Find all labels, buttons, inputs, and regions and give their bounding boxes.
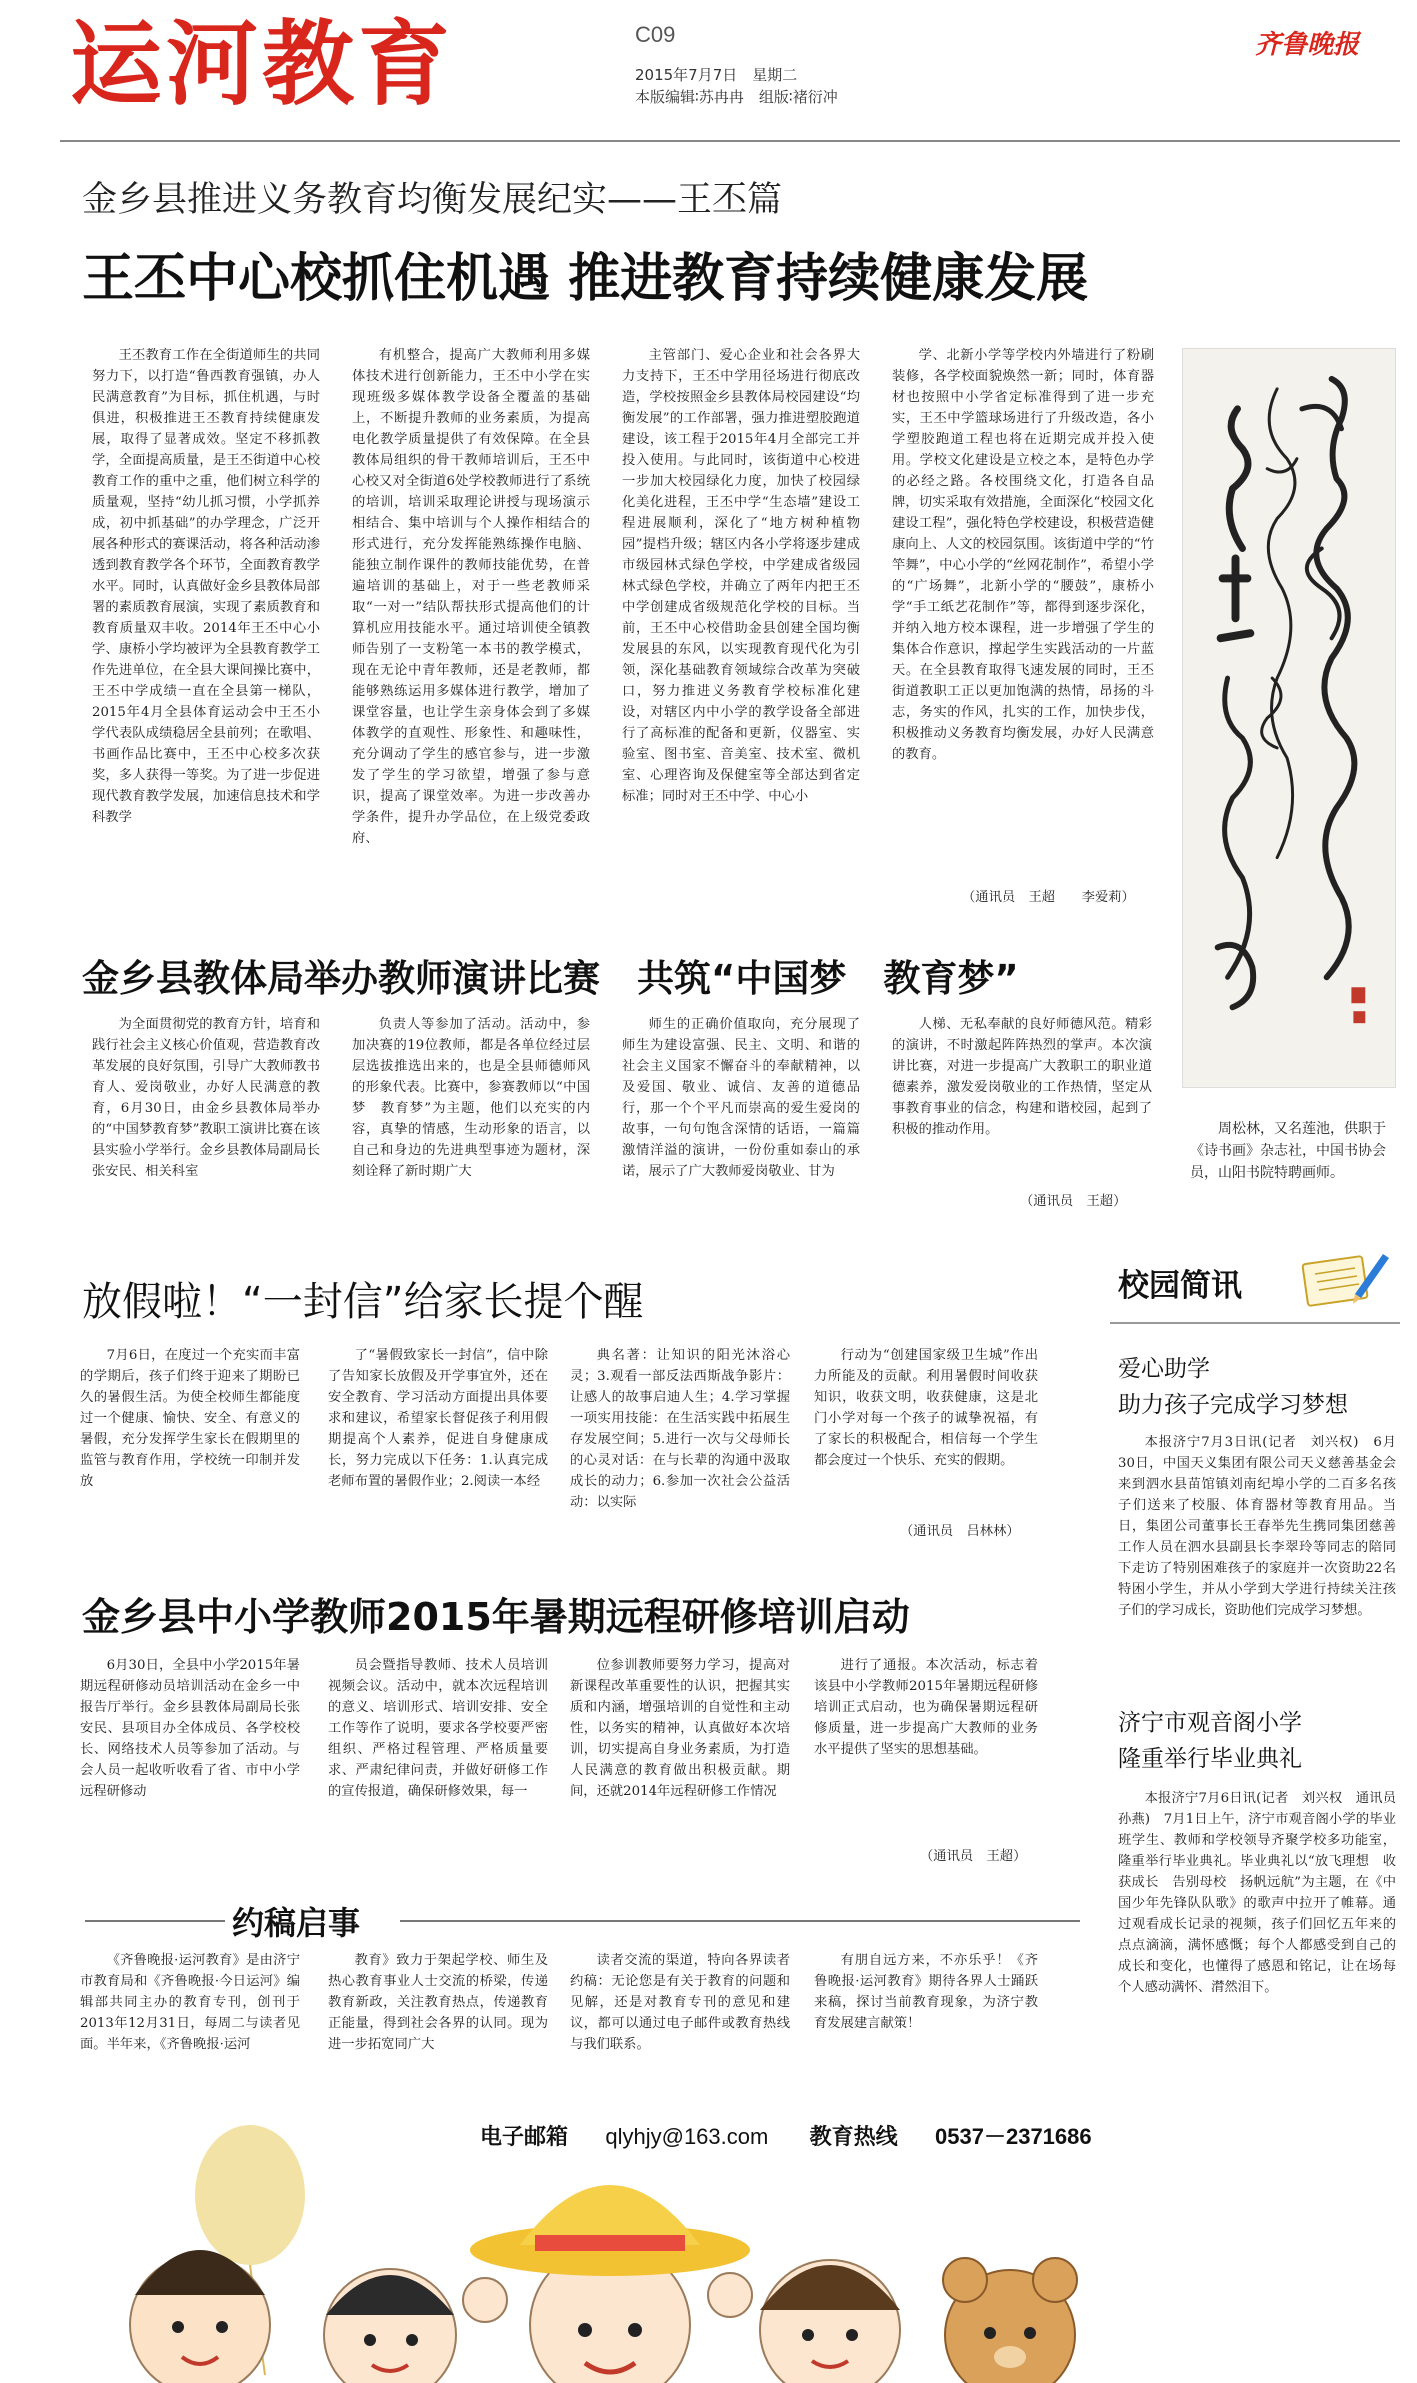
newspaper-name: 齐鲁晚报 (1255, 30, 1360, 60)
email-address[interactable]: qlyhjy@163.com (605, 2124, 769, 2149)
campus-item2-headline-2: 隆重举行毕业典礼 (1118, 1746, 1302, 1772)
masthead (0, 0, 1417, 140)
campus-item1-headline-1: 爱心助学 (1118, 1356, 1210, 1382)
article3-byline: （通讯员 吕林林） (900, 1524, 1020, 1539)
calligraphy-artwork (1182, 348, 1396, 1088)
masthead-divider (60, 140, 1400, 142)
hotline-number: 0537－2371686 (935, 2124, 1092, 2149)
article4-column-3: 位参训教师要努力学习，提高对新课程改革重要性的认识，把握其实质和内涵，增强培训的自觉性和主动性，以务实的精神，认真做好本次培训，切实提高自身业务素质，为打造人民满意的教育做出积极贡献。期间，还就2014年远程研修工作情况 (570, 1658, 790, 1799)
page-number: C09 (635, 22, 676, 47)
article3-column-2: 了“暑假致家长一封信”，信中除了告知家长放假及开学事宜外，还在安全教育、学习活动方面提出具体要求和建议，希望家长督促孩子利用假期提高个人素养，促进自身健康成长，努力完成以下任务：1.认真完成老师布置的暑假作业；2.阅读一本经 (328, 1348, 548, 1489)
notice-rule-left (85, 1920, 225, 1922)
article4-byline: （通讯员 王超） (920, 1849, 1027, 1864)
article2-column-3: 师生的正确价值取向，充分展现了师生为建设富强、民主、文明、和谐的社会主义国家不懈奋斗的奉献精神，以及爱国、敬业、诚信、友善的道德品行，那一个个平凡而崇高的爱生爱岗的故事，一句句饱含深情的话语，一篇篇激情洋溢的演讲，一份份重如泰山的承诺，展示了广大教师爱岗敬业、甘为 (622, 1017, 860, 1179)
contact-line (480, 2120, 1092, 2151)
notice-title: 约稿启事 (232, 1904, 361, 1942)
article1-byline: （通讯员 王超 李爱莉） (962, 890, 1135, 905)
article1-column-3: 主管部门、爱心企业和社会各界大力支持下，王丕中学用径场进行彻底改造，学校按照金乡县教体局校园建设“均衡发展”的工作部署，强力推进塑胶跑道建设，该工程于2015年4月全部完工并投入使用。与此同时，该街道中心校进一步加大校园绿化力度，加快了校园绿化美化进程，王丕中学“生态墙”建设工程进展顺利，深化了“地方树种植物园”提档升级；辖区内各小学将逐步建成市级园林式绿色学校，中学建成省级园林式绿色学校，并确立了两年内把王丕中学创建成省级规范化学校的目标。当前，王丕中心校借助金县创建全国均衡发展县的东风，以实现教育现代化为引领，深化基础教育领域综合改革为突破口，努力推进义务教育学校标准化建设，对辖区内中小学的教学设备全部进行了高标准的配备和更新，仪器室、实验室、图书室、音美室、技术室、微机室、心理咨询及保健室等全部达到省定标准；同时对王丕中学、中心小 (622, 348, 860, 804)
article1-column-1: 王丕教育工作在全街道师生的共同努力下，以打造“鲁西教育强镇，办人民满意教育”为目标，抓住机遇，与时俱进，积极推进王丕教育持续健康发展，取得了显著成效。坚定不移抓教学，全面提高质量，是王丕街道中心校教育工作的重中之重，他们树立科学的质量观，坚持“幼儿抓习惯，小学抓养成，初中抓基础”的办学理念，广泛开展各种形式的赛课活动，将各种活动渗透到教育教学各个环节，全面教育教学水平。同时，认真做好金乡县教体局部署的素质教育展演，实现了素质教育和教育质量双丰收。2014年王丕中心小学、康桥小学均被评为全县教育教学工作先进单位，在全县大课间操比赛中，王丕中学成绩一直在全县第一梯队，2015年4月全县体育运动会中王丕小学代表队成绩稳居全县前列；在歌唱、书画作品比赛中，王丕中心校多次获奖，多人获得一等奖。为了进一步促进现代教育教学发展，加速信息技术和学科教学 (92, 348, 320, 825)
calligraphy-caption: 周松林，又名莲池，供职于《诗书画》杂志社，中国书协会员，山阳书院特聘画师。 (1190, 1121, 1386, 1181)
notice-rule-right (400, 1920, 1080, 1922)
hotline-label: 教育热线 (809, 2125, 898, 2150)
campus-news-title: 校园简讯 (1118, 1268, 1242, 1304)
article1-subtitle: 金乡县推进义务教育均衡发展纪实——王丕篇 (82, 180, 783, 220)
article1-title: 王丕中心校抓住机遇 推进教育持续健康发展 (82, 249, 1089, 309)
article2-column-2: 负责人等参加了活动。活动中，参加决赛的19位教师，都是各单位经过层层选拔推选出来的，也是全县师德师风的形象代表。比赛中，参赛教师以“中国梦 教育梦”为主题，他们以充实的内容，真挚的情感，生动形象的语言，以自己和身边的先进典型事迹为题材，深刻诠释了新时期广大 (352, 1017, 590, 1179)
notice-column-2: 教育》致力于架起学校、师生及热心教育事业人士交流的桥梁，传递教育新政，关注教育热点，传递教育正能量，得到社会各界的认同。现为进一步拓宽同广大 (328, 1953, 548, 2052)
article4-column-2: 员会暨指导教师、技术人员培训视频会议。活动中，就本次远程培训的意义、培训形式、培训安排、安全工作等作了说明，要求各学校要严密组织、严格过程管理、严格质量要求、严肃纪律问责，并做好研修工作的宣传报道，确保研修效果，每一 (328, 1658, 548, 1799)
issue-date: 2015年7月7日 星期二 (635, 66, 798, 84)
email-label: 电子邮箱 (480, 2125, 569, 2150)
article2-title: 金乡县教体局举办教师演讲比赛 共筑“中国梦 教育梦” (82, 957, 1019, 1000)
article2-byline: （通讯员 王超） (1020, 1194, 1127, 1209)
article4-column-4: 进行了通报。本次活动，标志着该县中小学教师2015年暑期远程研修培训正式启动，也为确保暑期远程研修质量，进一步提高广大教师的业务水平提供了坚实的思想基础。 (814, 1658, 1038, 1757)
campus-item1-body: 本报济宁7月3日讯(记者 刘兴权) 6月30日，中国天义集团有限公司天义慈善基金会来到泗水县苗馆镇刘南纪埠小学的二百多名孩子们送来了校服、体育器材等教育用品。当日，集团公司董事长王春举先生携同集团慈善工作人员在泗水县副县长李翠玲等同志的陪同下走访了特别困难孩子的家庭并一次资助22名特困小学生，并从小学到大学进行持续关注孩子们的学习成长，资助他们完成学习梦想。 (1118, 1435, 1396, 1618)
article4-column-1: 6月30日，全县中小学2015年暑期远程研修动员培训活动在金乡一中报告厅举行。金乡县教体局副局长张安民、县项目办全体成员、各学校校长、网络技术人员等参加了活动。与会人员一起收听收看了省、市中小学远程研修动 (80, 1658, 300, 1799)
notice-column-4: 有朋自远方来，不亦乐乎！《齐鲁晚报·运河教育》期待各界人士踊跃来稿，探讨当前教育现象，为济宁教育发展建言献策！ (814, 1953, 1038, 2031)
campus-item2-headline-1: 济宁市观音阁小学 (1118, 1710, 1302, 1736)
article2-column-1: 为全面贯彻党的教育方针，培育和践行社会主义核心价值观，营造教育改革发展的良好氛围，引导广大教师教书育人、爱岗敬业，办好人民满意的教育，6月30日，由金乡县教体局举办的“中国梦教育梦”教职工演讲比赛在该县实验小学举行。金乡县教体局副局长张安民、相关科室 (92, 1017, 320, 1179)
notebook-pencil-icon (1295, 1246, 1391, 1308)
campus-item1-headline-2: 助力孩子完成学习梦想 (1118, 1392, 1348, 1418)
article1-column-4: 学、北新小学等学校内外墙进行了粉刷装修，各学校面貌焕然一新；同时，体育器材也按照中小学省定标准得到了进一步充实，王丕中学篮球场进行了升级改造，各小学塑胶跑道工程也将在近期完成并投入使用。学校文化建设是立校之本，是特色办学的必经之路。各校围绕文化，打造各自品牌，切实采取有效措施，全面深化“校园文化建设工程”，强化特色学校建设，积极营造健康向上、人文的校园氛围。该街道中学的“竹竿舞”，中心小学的“丝网花制作”，希望小学的“广场舞”，北新小学的“腰鼓”，康桥小学“手工纸艺花制作”等，都得到逐步深化，并纳入地方校本课程，进一步增强了学生的集体合作意识，撑起学生实践活动的一片蓝天。在全县教育取得飞速发展的同时，王丕街道教职工正以更加饱满的热情，昂扬的斗志，务实的作风，扎实的工作，加快步伐，积极推动义务教育均衡发展，办好人民满意的教育。 (892, 348, 1154, 762)
article2-column-4: 人梯、无私奉献的良好师德风范。精彩的演讲，不时激起阵阵热烈的掌声。本次演讲比赛，对进一步提高广大教职工的职业道德素养，激发爱岗敬业的工作热情，坚定从事教育事业的信念，构建和谐校园，起到了积极的推动作用。 (892, 1017, 1152, 1137)
section-logo: 运河教育 (70, 11, 455, 118)
article3-column-1: 7月6日，在度过一个充实而丰富的学期后，孩子们终于迎来了期盼已久的暑假生活。为使全校师生都能度过一个健康、愉快、安全、有意义的暑假，充分发挥学生家长在假期里的监管与教育作用，学校统一印制并发放 (80, 1348, 300, 1489)
article1-column-2: 有机整合，提高广大教师利用多媒体技术进行创新能力，王丕中小学在实现班级多媒体教学设备全覆盖的基础上，不断提升教师的业务素质，为提高电化教学质量提供了有效保障。在全县教体局组织的骨干教师培训后，王丕中心校又对全街道6处学校教师进行了系统的培训，培训采取理论讲授与现场演示相结合、集中培训与个人操作相结合的形式进行，充分发挥能熟练操作电脑、能独立制作课件的教师技能优势，在普遍培训的基础上，对于一些老教师采取“一对一”结队帮扶形式提高他们的计算机应用技能水平。通过培训使全镇教师告别了一支粉笔一本书的教学模式，现在无论中青年教师，还是老教师，都能够熟练运用多媒体进行教学，增加了课堂容量，也让学生亲身体会到了多媒体教学的直观性、形象性、和趣味性，充分调动了学生的感官参与，进一步激发了学生的学习欲望，增强了参与意识，提高了课堂效率。为进一步改善办学条件，提升办学品位，在上级党委政府、 (352, 348, 590, 846)
editor-credits: 本版编辑∶苏冉冉 组版∶褚衍冲 (635, 88, 838, 106)
article3-column-3: 典名著：让知识的阳光沐浴心灵；3.观看一部反法西斯战争影片：让感人的故事启迪人生；4.学习掌握一项实用技能：在生活实践中拓展生存发展空间；5.进行一次与父母师长的心灵对话：在与长辈的沟通中汲取成长的动力；6.参加一次社会公益活动：以实际 (570, 1348, 790, 1510)
notice-column-1: 《齐鲁晚报·运河教育》是由济宁市教育局和《齐鲁晚报·今日运河》编辑部共同主办的教育专刊，创刊于2013年12月31日，每周二与读者见面。半年来，《齐鲁晚报·运河 (80, 1953, 300, 2052)
campus-item2-body: 本报济宁7月6日讯(记者 刘兴权 通讯员 孙燕) 7月1日上午，济宁市观音阁小学的毕业班学生、教师和学校领导齐聚学校多功能室，隆重举行毕业典礼。毕业典礼以“放飞理想 收获成长 告别母校 扬帆远航”为主题，在《中国少年先锋队队歌》的歌声中拉开了帷幕。通过观看成长记录的视频，孩子们回忆五年来的点点滴滴，满怀感慨；每个人都感受到自己的成长和变化，也懂得了感恩和铭记，让在场每个人感动满怀、潸然泪下。 (1118, 1791, 1410, 1995)
article3-column-4: 行动为“创建国家级卫生城”作出力所能及的贡献。利用暑假时间收获知识，收获文明，收获健康，这是北门小学对每一个孩子的诚挚祝福，有了家长的积极配合，相信每一个学生都会度过一个快乐、充实的假期。 (814, 1348, 1038, 1468)
campus-news-divider (1110, 1322, 1400, 1324)
article3-title: 放假啦！“一封信”给家长提个醒 (82, 1279, 644, 1325)
notice-column-3: 读者交流的渠道，特向各界读者约稿：无论您是有关于教育的问题和见解，还是对教育专刊的意见和建议，都可以通过电子邮件或教育热线与我们联系。 (570, 1953, 790, 2052)
article4-title: 金乡县中小学教师2015年暑期远程研修培训启动 (82, 1595, 910, 1639)
